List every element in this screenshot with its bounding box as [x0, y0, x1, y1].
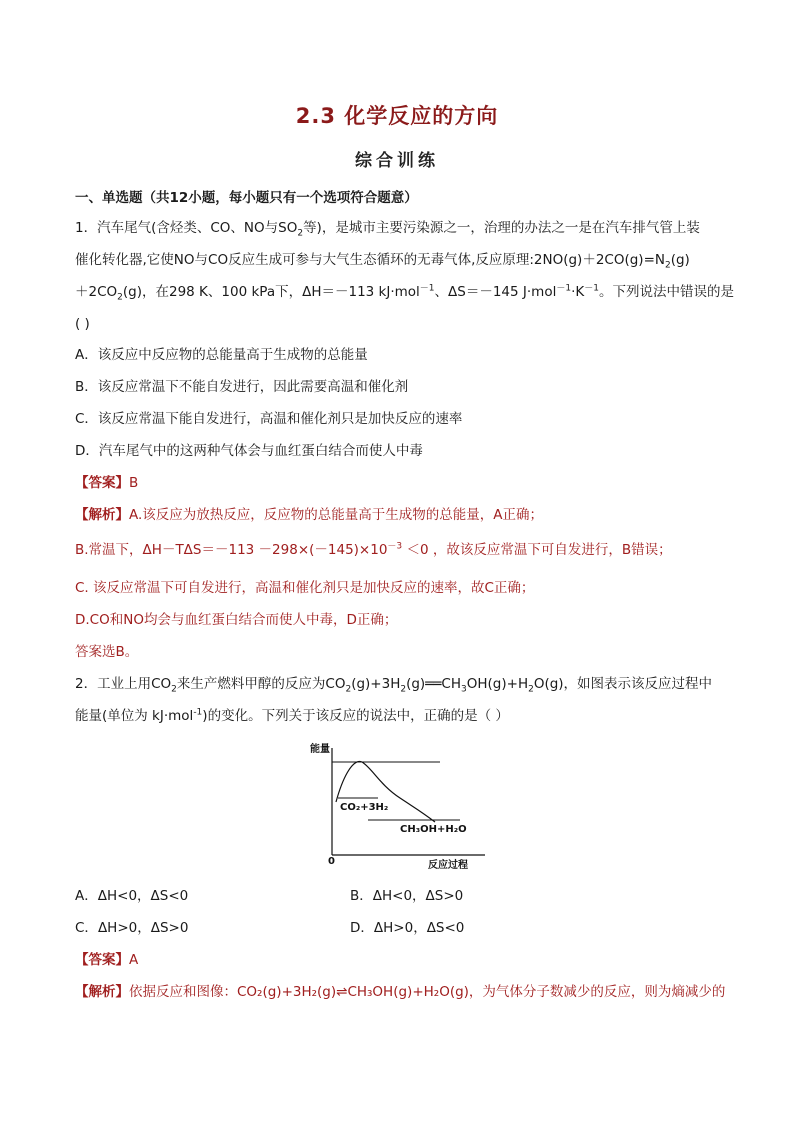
q1-option-c: C．该反应常温下能自发进行，高温和催化剂只是加快反应的速率	[75, 411, 463, 427]
q1-analysis-c: C. 该反应常温下可自发进行，高温和催化剂只是加快反应的速率，故C正确；	[75, 580, 535, 596]
q2-stem-line-1: 2．工业上用$CO_2$来生产燃料甲醇的反应为$CO_2(g)+3H_2(g)══CH_3OH(g)+H_2O(g)$，如图表示该反应过程中	[75, 676, 713, 695]
q1-stem-line-3: $+2CO_2(g)$，在298 K、100 kPa下，ΔH＝－113 kJ·mol$^{-1}$、ΔS＝－145 $J\cdot mol^{-1}\cdot K^{-1}$。下列说法中错误的是	[75, 283, 734, 303]
reactant-label: CO₂+3H₂	[340, 802, 389, 813]
energy-diagram	[310, 740, 490, 870]
energy-diagram-svg	[310, 740, 490, 870]
q2-answer: 【答案】A	[75, 952, 139, 968]
section-header: 一、单选题（共12小题，每小题只有一个选项符合题意）	[75, 190, 418, 206]
product-label: CH₃OH+H₂O	[400, 824, 467, 835]
q2-option-b: B．ΔH<0，ΔS>0	[350, 888, 464, 904]
q2-option-c: C．ΔH>0，ΔS>0	[75, 920, 189, 936]
q1-stem-line-1: 1．汽车尾气(含烃类、CO、NO与$SO_2$等)，是城市主要污染源之一，治理的办法之一是在汽车排气管上装	[75, 220, 700, 239]
origin-label: 0	[328, 856, 335, 867]
q2-option-d: D．ΔH>0，ΔS<0	[350, 920, 465, 936]
q1-option-b: B．该反应常温下不能自发进行，因此需要高温和催化剂	[75, 379, 409, 395]
y-axis-label: 能量	[310, 744, 330, 755]
q1-analysis-b: B.常温下，$\Delta H-T\Delta S=-113 -298\times(-145)\times 10^{-3} <0$ ，故该反应常温下可自发进行，B错误；	[75, 541, 672, 558]
q2-stem-line-2: 能量(单位为 kJ·mol$^{-1}$)的变化。下列关于该反应的说法中，正确的是（ ）	[75, 707, 509, 724]
q1-analysis-a: 【解析】A.该反应为放热反应，反应物的总能量高于生成物的总能量，A正确；	[75, 507, 544, 523]
q1-stem-line-2: 催化转化器,它使NO与CO反应生成可参与大气生态循环的无毒气体,反应原理$:2NO(g)+2CO(g)=N_2(g)$	[75, 252, 690, 271]
q1-answer-bracket: ( )	[75, 316, 90, 332]
q1-option-d: D．汽车尾气中的这两种气体会与血红蛋白结合而使人中毒	[75, 443, 423, 459]
x-axis-label: 反应过程	[428, 860, 468, 871]
page-title: 2.3 化学反应的方向	[295, 104, 499, 128]
page-subtitle: 综合训练	[355, 151, 439, 171]
q1-option-a: A．该反应中反应物的总能量高于生成物的总能量	[75, 347, 368, 363]
q2-option-a: A．ΔH<0，ΔS<0	[75, 888, 189, 904]
q1-analysis-d: D.CO和NO均会与血红蛋白结合而使人中毒，D正确；	[75, 612, 398, 628]
q1-answer: 【答案】B	[75, 475, 139, 491]
q2-analysis: 【解析】依据反应和图像：CO₂(g)+3H₂(g)⇌CH₃OH(g)+H₂O(g)，为气体分子数减少的反应，则为熵减少的	[75, 984, 726, 1000]
q1-conclusion: 答案选B。	[75, 644, 139, 660]
